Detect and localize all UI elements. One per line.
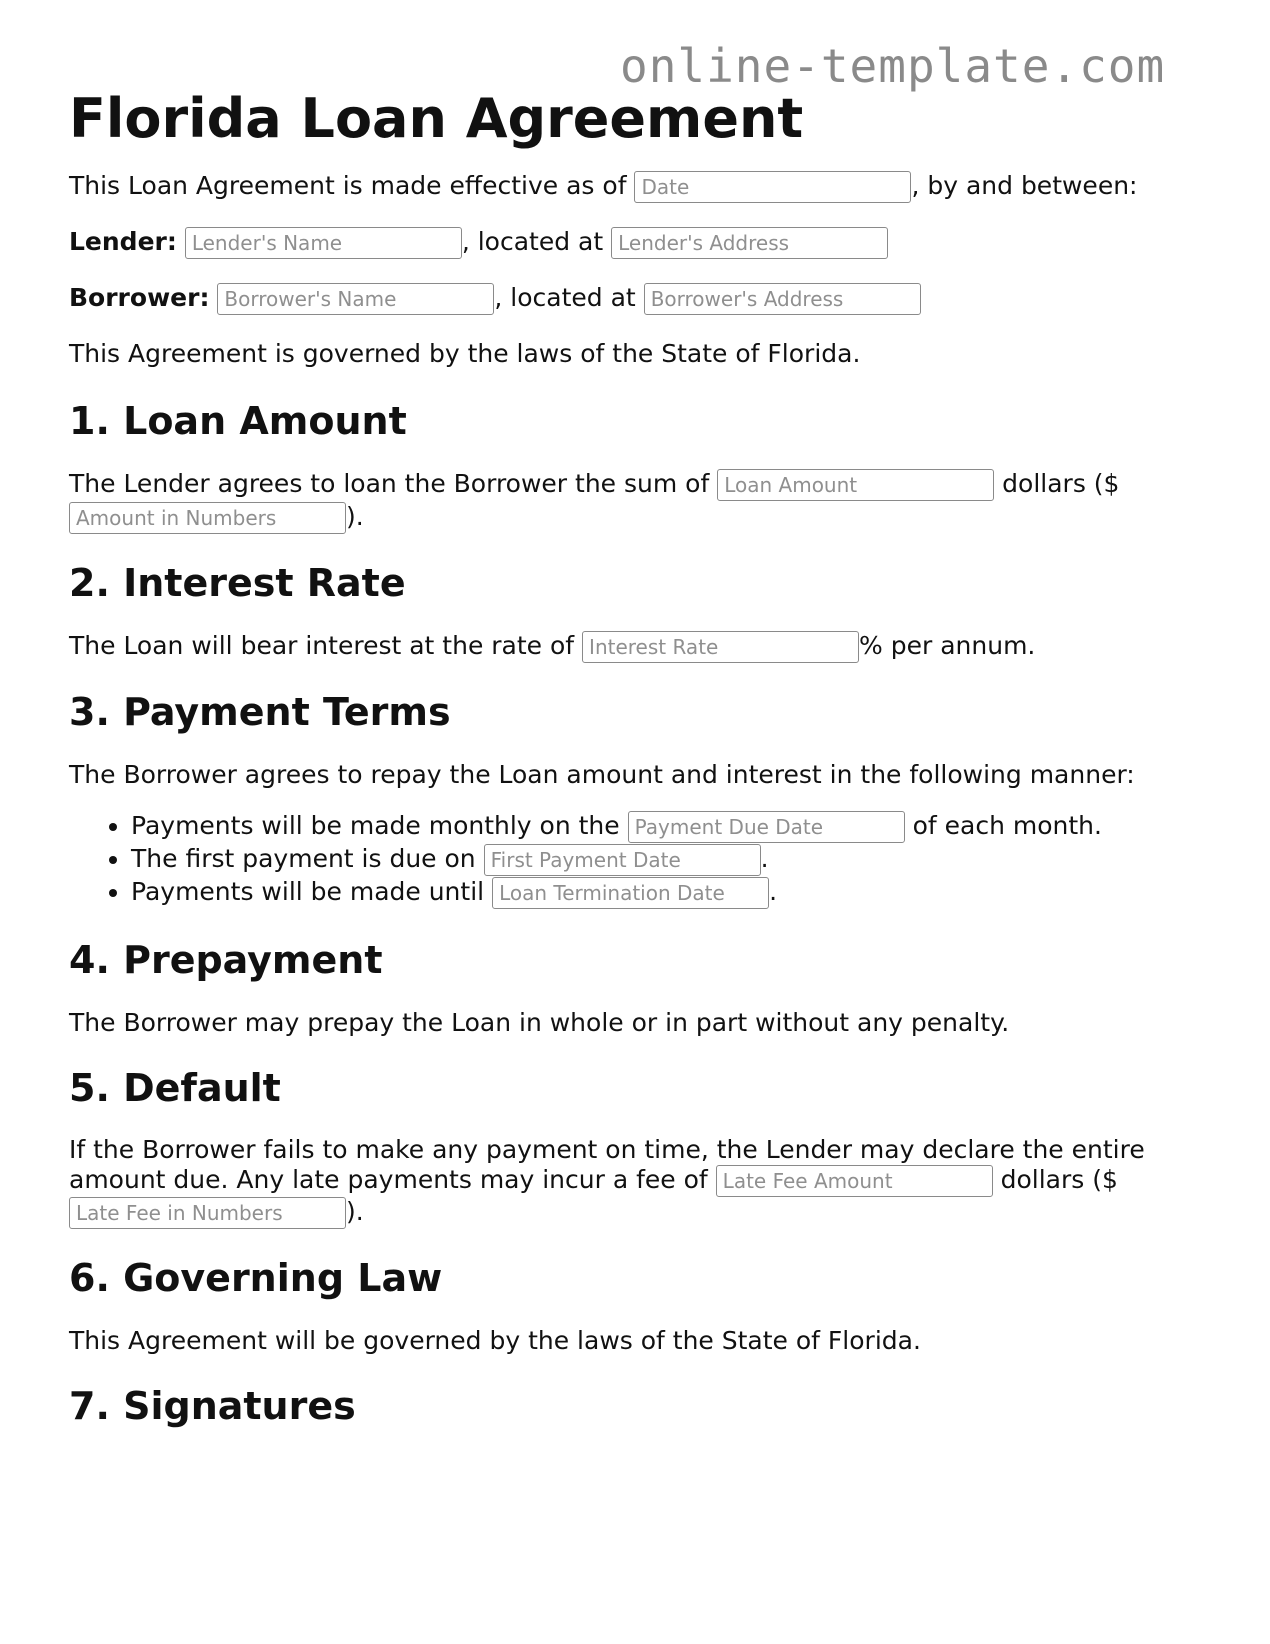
section-heading-governing-law: 6. Governing Law [69, 1256, 443, 1300]
payment-item-3-after: . [769, 877, 778, 906]
loan-termination-date-input[interactable] [492, 877, 769, 909]
interest-text-after: % per annum. [859, 631, 1036, 660]
interest-rate-input[interactable] [582, 631, 859, 663]
payment-item-2-after: . [760, 844, 769, 873]
loan-amount-dollars-text: dollars ($ [1002, 469, 1120, 498]
payment-item-3-text: Payments will be made until [131, 877, 485, 906]
list-item [131, 843, 1219, 876]
first-payment-date-input[interactable] [484, 844, 761, 876]
lender-line [69, 226, 1219, 259]
loan-amount-input[interactable] [717, 469, 994, 501]
page-title: Florida Loan Agreement [69, 87, 804, 150]
payment-terms-list [69, 810, 1219, 909]
lender-located-at: , located at [461, 227, 604, 256]
borrower-line [69, 282, 1219, 315]
borrower-located-at: , located at [494, 283, 636, 312]
default-paragraph [69, 1135, 1219, 1229]
section-heading-loan-amount: 1. Loan Amount [69, 399, 407, 443]
interest-paragraph [69, 630, 1219, 663]
governing-law-text: This Agreement will be governed by the laws of the State of Florida. [69, 1326, 921, 1355]
section-heading-payment-terms: 3. Payment Terms [69, 690, 451, 734]
lender-label: Lender: [69, 227, 177, 256]
section-heading-signatures: 7. Signatures [69, 1384, 356, 1428]
borrower-label: Borrower: [69, 283, 210, 312]
lender-name-input[interactable] [185, 227, 462, 259]
borrower-address-input[interactable] [644, 283, 921, 315]
intro-paragraph [69, 170, 1219, 203]
amount-in-numbers-input[interactable] [69, 502, 346, 534]
list-item [131, 810, 1219, 843]
payment-due-date-input[interactable] [628, 811, 905, 843]
governing-intro: This Agreement is governed by the laws of the State of Florida. [69, 339, 861, 368]
section-heading-prepayment: 4. Prepayment [69, 938, 383, 982]
section-heading-default: 5. Default [69, 1066, 281, 1110]
payment-item-1-text: Payments will be made monthly on the [131, 811, 620, 840]
default-text: If the Borrower fails to make any payment on time, the Lender may declare the entire amount due. Any late payments may incur a fee of [69, 1135, 1145, 1194]
payment-item-1-after: of each month. [912, 811, 1102, 840]
interest-text: The Loan will bear interest at the rate of [69, 631, 575, 660]
document [69, 84, 1219, 1429]
loan-amount-paragraph [69, 468, 1219, 534]
late-fee-amount-input[interactable] [716, 1165, 993, 1197]
borrower-name-input[interactable] [217, 283, 494, 315]
prepayment-text: The Borrower may prepay the Loan in whole or in part without any penalty. [69, 1008, 1010, 1037]
loan-amount-text: The Lender agrees to loan the Borrower the sum of [69, 469, 710, 498]
watermark: online-template.com [620, 39, 1166, 93]
payment-terms-intro: The Borrower agrees to repay the Loan amount and interest in the following manner: [69, 760, 1135, 789]
intro-text-after: , by and between: [911, 171, 1138, 200]
section-heading-interest-rate: 2. Interest Rate [69, 561, 406, 605]
loan-amount-text-end: ). [346, 502, 364, 531]
payment-item-2-text: The first payment is due on [131, 844, 476, 873]
late-fee-in-numbers-input[interactable] [69, 1197, 346, 1229]
default-dollars-text: dollars ($ [1000, 1165, 1118, 1194]
date-input[interactable] [634, 171, 911, 203]
intro-text: This Loan Agreement is made effective as of [69, 171, 627, 200]
default-text-end: ). [346, 1197, 364, 1226]
lender-address-input[interactable] [611, 227, 888, 259]
list-item [131, 876, 1219, 909]
